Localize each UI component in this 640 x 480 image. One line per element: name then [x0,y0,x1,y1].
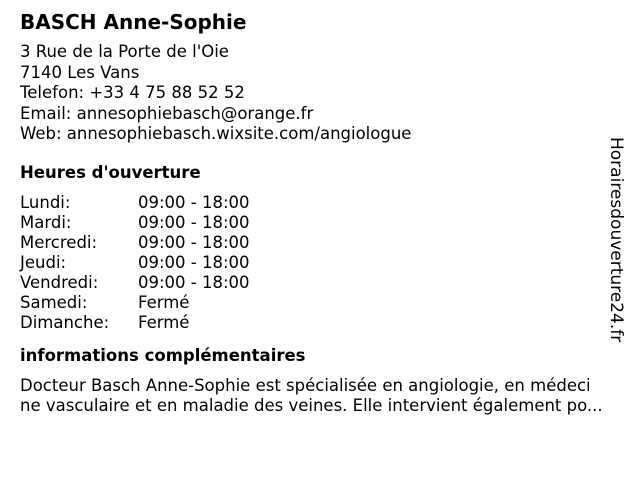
day-hours: 09:00 - 18:00 [138,272,250,292]
hours-row-thursday [20,253,250,273]
business-name: BASCH Anne-Sophie [20,10,247,34]
web-line[interactable]: Web: annesophiebasch.wixsite.com/angiologue [20,124,412,143]
business-card [20,8,632,417]
day-label: Jeudi: [20,252,67,272]
opening-hours-table [20,193,250,333]
hours-row-saturday [20,293,250,313]
address-block [20,42,632,145]
day-label: Dimanche: [20,312,110,332]
day-hours: 09:00 - 18:00 [138,252,250,272]
day-hours: Fermé [138,292,190,312]
day-hours: 09:00 - 18:00 [138,212,250,232]
hours-row-sunday [20,313,250,333]
day-hours: 09:00 - 18:00 [138,232,250,252]
opening-hours-heading: Heures d'ouverture [20,162,201,182]
site-watermark [598,134,634,346]
hours-row-wednesday [20,233,250,253]
hours-row-monday [20,193,250,213]
street-address: 3 Rue de la Porte de l'Oie [20,42,229,61]
hours-row-tuesday [20,213,250,233]
hours-row-friday [20,273,250,293]
city-address: 7140 Les Vans [20,62,140,82]
email-line[interactable]: Email: annesophiebasch@orange.fr [20,103,314,123]
day-label: Samedi: [20,292,88,312]
info-text-line-2: ne vasculaire et en maladie des veines. Elle intervient également po... [20,396,603,415]
info-text-line-1: Docteur Basch Anne-Sophie est spécialisée en angiologie, en médeci [20,375,591,395]
additional-info-text [20,376,632,417]
day-hours: 09:00 - 18:00 [138,192,250,212]
day-label: Mardi: [20,212,72,232]
phone-line[interactable]: Telefon: +33 4 75 88 52 52 [20,83,245,102]
day-label: Mercredi: [20,232,98,252]
watermark-text: Horairesdouverture24.fr [606,137,626,343]
additional-info-heading: informations complémentaires [20,345,306,365]
day-hours: Fermé [138,312,190,332]
day-label: Lundi: [20,192,71,212]
day-label: Vendredi: [20,272,99,292]
